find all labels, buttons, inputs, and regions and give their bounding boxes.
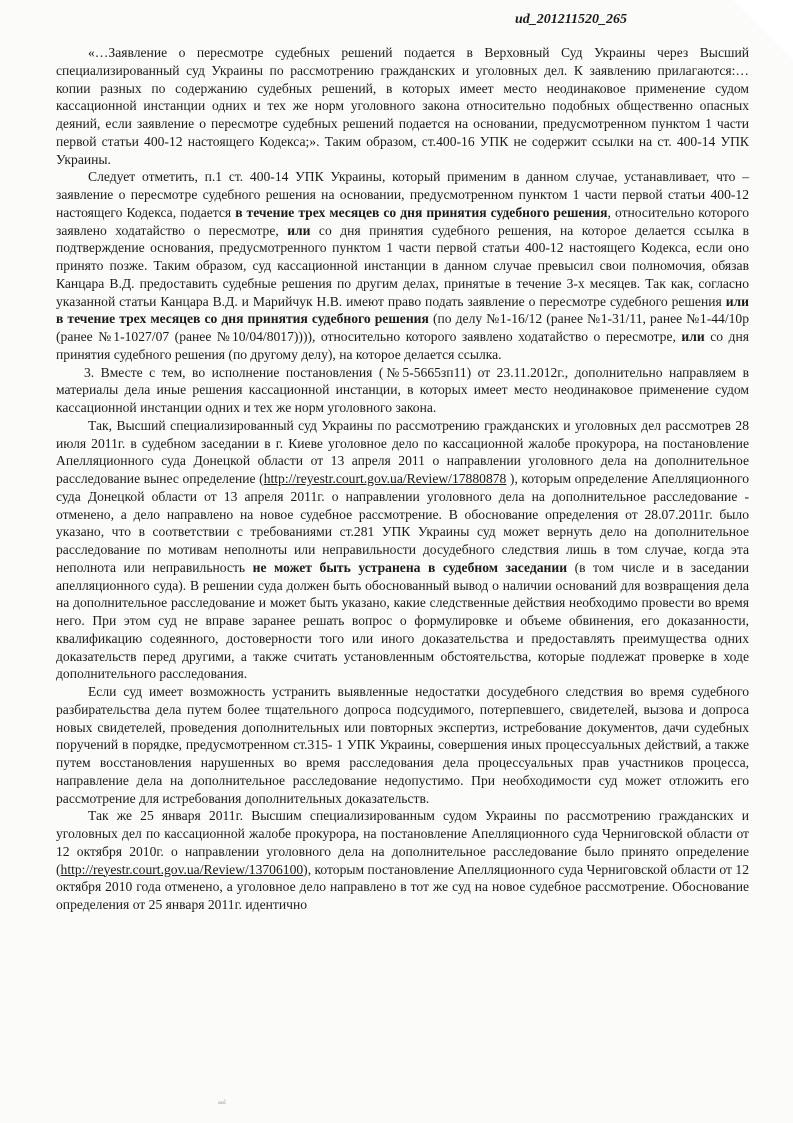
- bold-phrase: не может быть устранена в судебном заседании: [252, 559, 568, 575]
- page-footer-mark: ᵃᵃˡ: [218, 1098, 226, 1110]
- bold-phrase: в течение трех месяцев со дня принятия судебного решения: [235, 204, 608, 220]
- court-registry-link[interactable]: http://reyestr.court.gov.ua/Review/13706100: [60, 861, 304, 877]
- paragraph-2: Следует отметить, п.1 ст. 400-14 УПК Украины, который применим в данном случае, устанавливает, что – заявление о пересмотре судебного решения на основании, предусмотренном пунктом 1 части первой статьи 400-12 настоящего Кодекса, подается в течение трех месяцев со дня принятия судебного решения, относительно которого заявлено ходатайство о пересмотре, или со дня принятия судебного решения, на которое делается ссылка в подтверждение основания, предусмотренного пунктом 1 части первой статьи 400-12 настоящего Кодекса, если оно принято позже. Таким образом, суд кассационной инстанции в данном случае превысил свои полномочия, обязав Канцара В.Д. предоставить судебные решения по другим делах, принятые в течение 3-х месяцев. Так как, согласно указанной статьи Канцара В.Д. и Марийчук Н.В. имеют право подать заявление о пересмотре судебного решения или в течение трех месяцев со дня принятия судебного решения (по делу №1-16/12 (ранее №1-31/11, ранее №1-44/10р (ранее №1-1027/07 (ранее №10/04/8017)))), относительно которого заявлено ходатайство о пересмотре, или со дня принятия судебного решения (по другому делу), на которое делается ссылка.: [56, 169, 749, 362]
- paragraph-3: 3. Вместе с тем, во исполнение постановления (№5-5665зп11) от 23.11.2012г., дополнительно направляем в материалы дела иные решения кассационной инстанции, в которых имеет место неодинаковое применение судом кассационной инстанции одних и тех же норм уголовного закона.: [56, 364, 749, 415]
- document-body: [56, 44, 749, 914]
- document-id: ud_201211520_265: [515, 12, 628, 27]
- bold-phrase: или в течение трех месяцев со дня принятия судебного решения: [56, 293, 749, 327]
- court-registry-link[interactable]: http://reyestr.court.gov.ua/Review/17880878: [263, 471, 507, 486]
- paragraph-6: Так же 25 января 2011г. Высшим специализированным судом Украины по рассмотрению гражданских и уголовных дел по кассационной жалобе прокурора, на постановление Апелляционного суда Черниговской области от 12 октября 2010г. о направлении уголовного дела на дополнительное расследование было принято определение (http://reyestr.court.gov.ua/Review/13706100), которым постановление Апелляционного суда Черниговской области от 12 октября 2010 года отменено, а уголовное дело направлено в тот же суд на новое судебное рассмотрение. Обоснование определения от 25 января 2011г. идентично: [56, 808, 749, 912]
- paragraph-5: Если суд имеет возможность устранить выявленные недостатки досудебного следствия во время судебного разбирательства дела путем более тщательного допроса подсудимого, потерпевшего, свидетелей, вызова и допроса новых свидетелей, проведения дополнительных или повторных экспертиз, истребование документов, дачи судебных поручений в порядке, предусмотренном ст.315- 1 УПК Украины, совершения иных процессуальных действий, а также путем восстановления нарушенных во время расследования дела процессуальных прав участников процесса, направление дела на дополнительное расследование недопустимо. При необходимости суд может отложить его рассмотрение для истребования дополнительных доказательств.: [56, 684, 749, 806]
- paragraph-1: «…Заявление о пересмотре судебных решений подается в Верховный Суд Украины через Высший специализированный суд Украины по рассмотрению гражданских и уголовных дел. К заявлению прилагаются:… копии разных по содержанию судебных решений, в которых имеет место неодинаковое применение судом кассационной инстанции одних и тех же норм уголовного закона относительно подобных общественно опасных деяний, если заявление о пересмотре судебных решений подается на основании, предусмотренном пунктом 1 части первой статьи 400-12 настоящего Кодекса;». Таким образом, ст.400-16 УПК не содержит ссылки на ст. 400-14 УПК Украины.: [56, 45, 749, 167]
- bold-phrase: или: [287, 222, 311, 238]
- bold-phrase: или: [681, 329, 705, 344]
- paragraph-4: Так, Высший специализированный суд Украины по рассмотрению гражданских и уголовных дел рассмотрев 28 июля 2011г. в судебном заседании в г. Киеве уголовное дело по кассационной жалобе прокурора, на постановление Апелляционного суда Донецкой области от 13 апреля 2011 о направлении уголовного дела на дополнительное расследование вынес определение (http://reyestr.court.gov.ua/Review/17880878 ), которым определение Апелляционного суда Донецкой области от 13 апреля 2011г. о направлении уголовного дела на дополнительное расследование - отменено, а дело направлено на новое судебное рассмотрение. В обоснование определения от 28.07.2011г. было указано, что в соответствии с требованиями ст.281 УПК Украины суд может вернуть дело на дополнительное расследование по мотивам неполноты или неправильности досудебного следствия лишь в том случае, когда эта неполнота или неправильность не может быть устранена в судебном заседании (в том числе и в заседании апелляционного суда). В решении суда должен быть обоснованный вывод о наличии оснований для возвращения дела на дополнительное расследование и может быть указано, какие следственные действия необходимо провести во время него. При этом суд не вправе заранее решать вопрос о формулировке и объеме обвинения, его доказанности, квалификацию содеянного, достоверности того или иного доказательства и предоставлять преимущества одних доказательств перед другими, а также считать установленным обстоятельства, которые подлежат проверке в ходе дополнительного расследования.: [56, 417, 749, 682]
